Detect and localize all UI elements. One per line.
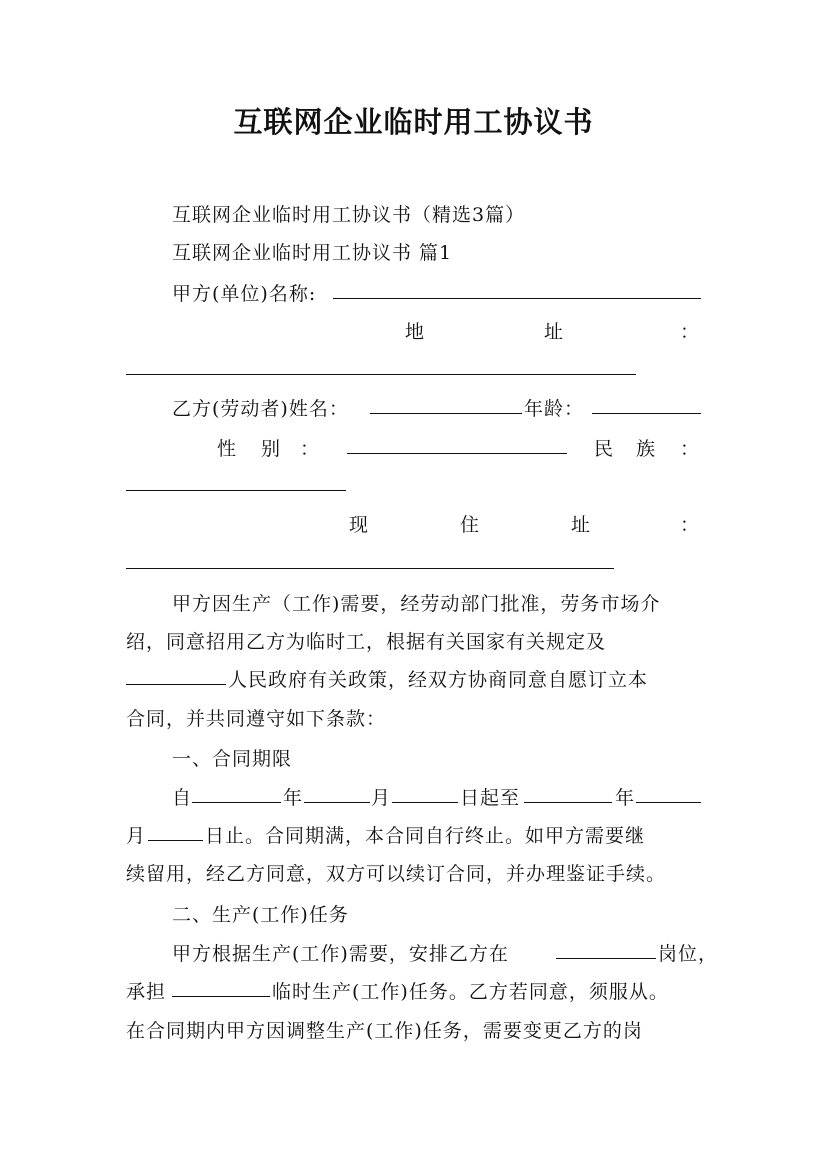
document-subtitle: 互联网企业临时用工协议书（精选3篇） — [172, 204, 526, 226]
party-a-name-blank — [333, 298, 701, 299]
para1-line2: 绍，同意招用乙方为临时工，根据有关国家有关规定及 — [126, 631, 607, 653]
task-line2-b: 临时生产(工作)任务。乙方若同意，须服从。 — [272, 981, 669, 1003]
current-address-char-3: 址 — [571, 514, 591, 536]
section-heading: 互联网企业临时用工协议书 篇1 — [172, 242, 453, 264]
gender-char-2: 别 — [261, 438, 281, 460]
heading-contract-term: 一、合同期限 — [172, 748, 293, 770]
age-label: 年龄： — [524, 398, 585, 420]
current-address-char-2: 住 — [460, 514, 480, 536]
task-line1-b: 岗位， — [658, 943, 719, 965]
age-blank — [592, 413, 701, 414]
ethnicity-char-2: 族 — [636, 438, 656, 460]
term-month2-label: 月 — [126, 825, 147, 847]
term-day2-blank — [148, 840, 203, 841]
term-year1-label: 年 — [283, 787, 304, 809]
address-char-2: 址 — [544, 321, 564, 343]
task-line2-a: 承担 — [126, 981, 167, 1003]
party-b-name-label: 乙方(劳动者)姓名： — [172, 398, 349, 420]
gender-char-1: 性 — [217, 438, 237, 460]
term-year2-label: 年 — [615, 787, 636, 809]
term-from: 自 — [172, 787, 193, 809]
term-line3: 续留用，经乙方同意，双方可以续订合同，并办理鉴证手续。 — [126, 863, 667, 885]
term-line2-rest: 日止。合同期满，本合同自行终止。如甲方需要继 — [205, 825, 646, 847]
task-assignment-blank — [172, 996, 270, 997]
term-day-to-label: 日起至 — [460, 787, 521, 809]
party-a-name-label: 甲方(单位)名称: — [172, 283, 317, 305]
term-month1-label: 月 — [371, 787, 392, 809]
task-line3: 在合同期内甲方因调整生产(工作)任务，需要变更乙方的岗 — [126, 1020, 643, 1042]
term-year1-blank — [192, 802, 281, 803]
term-day1-blank — [392, 802, 458, 803]
heading-work-task: 二、生产(工作)任务 — [172, 904, 349, 926]
term-month2-blank — [636, 802, 701, 803]
document-title: 互联网企业临时用工协议书 — [233, 105, 594, 139]
ethnicity-blank — [126, 490, 346, 491]
task-post-blank — [556, 958, 656, 959]
task-line1-a: 甲方根据生产(工作)需要，安排乙方在 — [172, 943, 509, 965]
para1-line4: 合同，并共同遵守如下条款： — [126, 708, 387, 730]
current-address-colon: ： — [680, 514, 700, 536]
ethnicity-colon: ： — [680, 438, 700, 460]
current-address-blank — [126, 568, 614, 569]
gender-blank — [347, 453, 567, 454]
para1-line3: 人民政府有关政策，经双方协商同意自愿订立本 — [228, 669, 649, 691]
gender-colon: ： — [300, 438, 320, 460]
address-colon: ： — [680, 321, 700, 343]
address-blank — [126, 374, 636, 375]
current-address-char-1: 现 — [349, 514, 369, 536]
term-year2-blank — [524, 802, 612, 803]
address-char-1: 地 — [405, 321, 425, 343]
party-b-name-blank — [370, 413, 522, 414]
term-month1-blank — [304, 802, 370, 803]
ethnicity-char-1: 民 — [594, 438, 614, 460]
para1-line1: 甲方因生产（工作)需要，经劳动部门批准，劳务市场介 — [172, 593, 661, 615]
government-blank — [126, 684, 226, 685]
